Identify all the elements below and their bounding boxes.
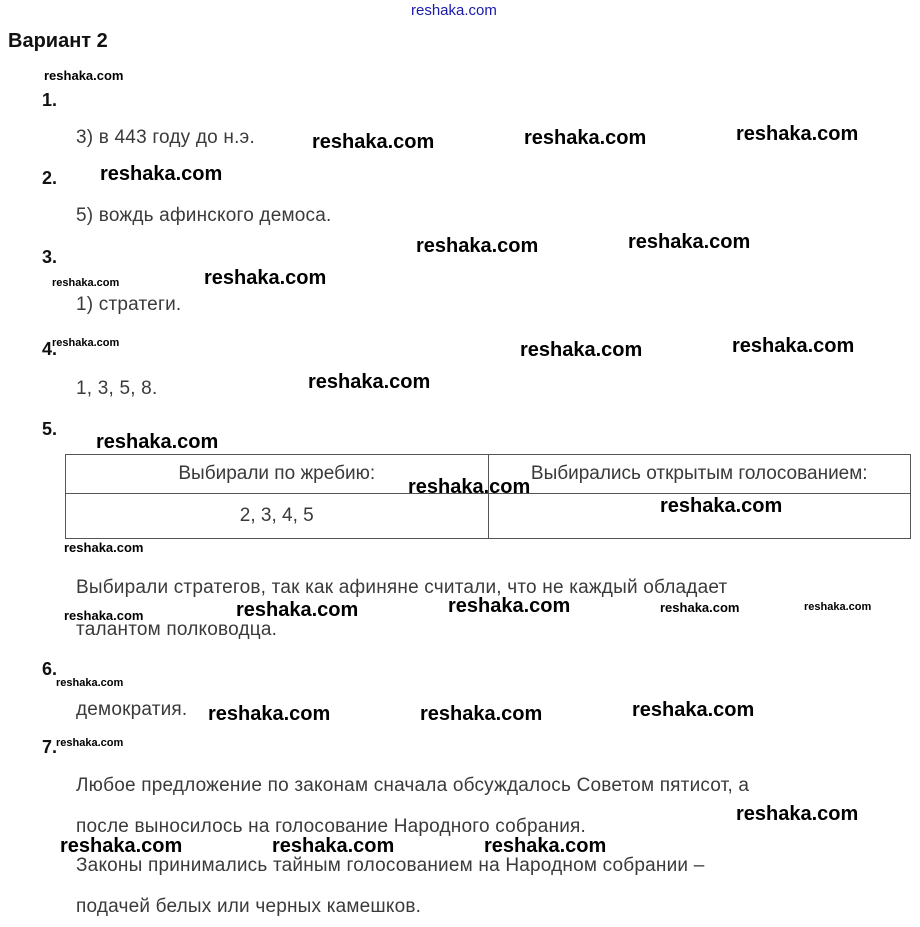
watermark: reshaka.com xyxy=(448,595,571,617)
watermark: reshaka.com xyxy=(56,677,124,689)
watermark: reshaka.com xyxy=(408,476,531,498)
watermark: reshaka.com xyxy=(524,127,647,149)
watermark: reshaka.com xyxy=(96,431,219,453)
answer-7-line-2: после выносилось на голосование Народного собрания. xyxy=(76,816,586,837)
answer-6: демократия. xyxy=(76,699,188,720)
watermark: reshaka.com xyxy=(204,267,327,289)
watermark: reshaka.com xyxy=(804,601,872,613)
watermark: reshaka.com xyxy=(484,835,607,857)
answer-5-line-1: Выбирали стратегов, так как афиняне считали, что не каждый обладает xyxy=(76,577,728,598)
question-number-7: 7. xyxy=(42,737,58,757)
table-cell-lot: 2, 3, 4, 5 xyxy=(66,494,489,539)
answer-2: 5) вождь афинского демоса. xyxy=(76,205,332,226)
watermark: reshaka.com xyxy=(420,703,543,725)
answer-5-line-2: талантом полководца. xyxy=(76,619,278,640)
watermark: reshaka.com xyxy=(520,339,643,361)
question-number-6: 6. xyxy=(42,659,58,679)
answer-3: 1) стратеги. xyxy=(76,294,182,315)
watermark: reshaka.com xyxy=(56,737,124,749)
watermark: reshaka.com xyxy=(60,835,183,857)
page-title: Вариант 2 xyxy=(8,30,108,52)
watermark: reshaka.com xyxy=(308,371,431,393)
watermark: reshaka.com xyxy=(416,235,539,257)
watermark: reshaka.com xyxy=(64,540,144,555)
watermark: reshaka.com xyxy=(736,803,859,825)
site-link[interactable]: reshaka.com xyxy=(411,2,497,19)
watermark: reshaka.com xyxy=(236,599,359,621)
watermark: reshaka.com xyxy=(732,335,855,357)
answer-7-line-1: Любое предложение по законам сначала обсуждалось Советом пятисот, а xyxy=(76,775,750,796)
question-number-5: 5. xyxy=(42,419,58,439)
watermark: reshaka.com xyxy=(44,68,124,83)
answer-7-line-4: подачей белых или черных камешков. xyxy=(76,896,422,917)
watermark: reshaka.com xyxy=(52,337,120,349)
watermark: reshaka.com xyxy=(208,703,331,725)
watermark: reshaka.com xyxy=(736,123,859,145)
watermark: reshaka.com xyxy=(632,699,755,721)
question-number-4: 4. xyxy=(42,339,58,359)
watermark: reshaka.com xyxy=(628,231,751,253)
question-number-2: 2. xyxy=(42,168,58,188)
answer-4: 1, 3, 5, 8. xyxy=(76,378,158,399)
watermark: reshaka.com xyxy=(312,131,435,153)
table-header-vote: Выбирались открытым голосованием: xyxy=(488,455,911,494)
watermark: reshaka.com xyxy=(64,608,144,623)
answer-7-line-3: Законы принимались тайным голосованием на Народном собрании – xyxy=(76,855,705,876)
watermark: reshaka.com xyxy=(272,835,395,857)
answer-1: 3) в 443 году до н.э. xyxy=(76,127,255,148)
question-number-3: 3. xyxy=(42,247,58,267)
watermark: reshaka.com xyxy=(52,277,120,289)
watermark: reshaka.com xyxy=(660,600,740,615)
question-number-1: 1. xyxy=(42,90,58,110)
watermark: reshaka.com xyxy=(100,163,223,185)
watermark: reshaka.com xyxy=(660,495,783,517)
table-header-lot: Выбирали по жребию: xyxy=(66,455,489,494)
